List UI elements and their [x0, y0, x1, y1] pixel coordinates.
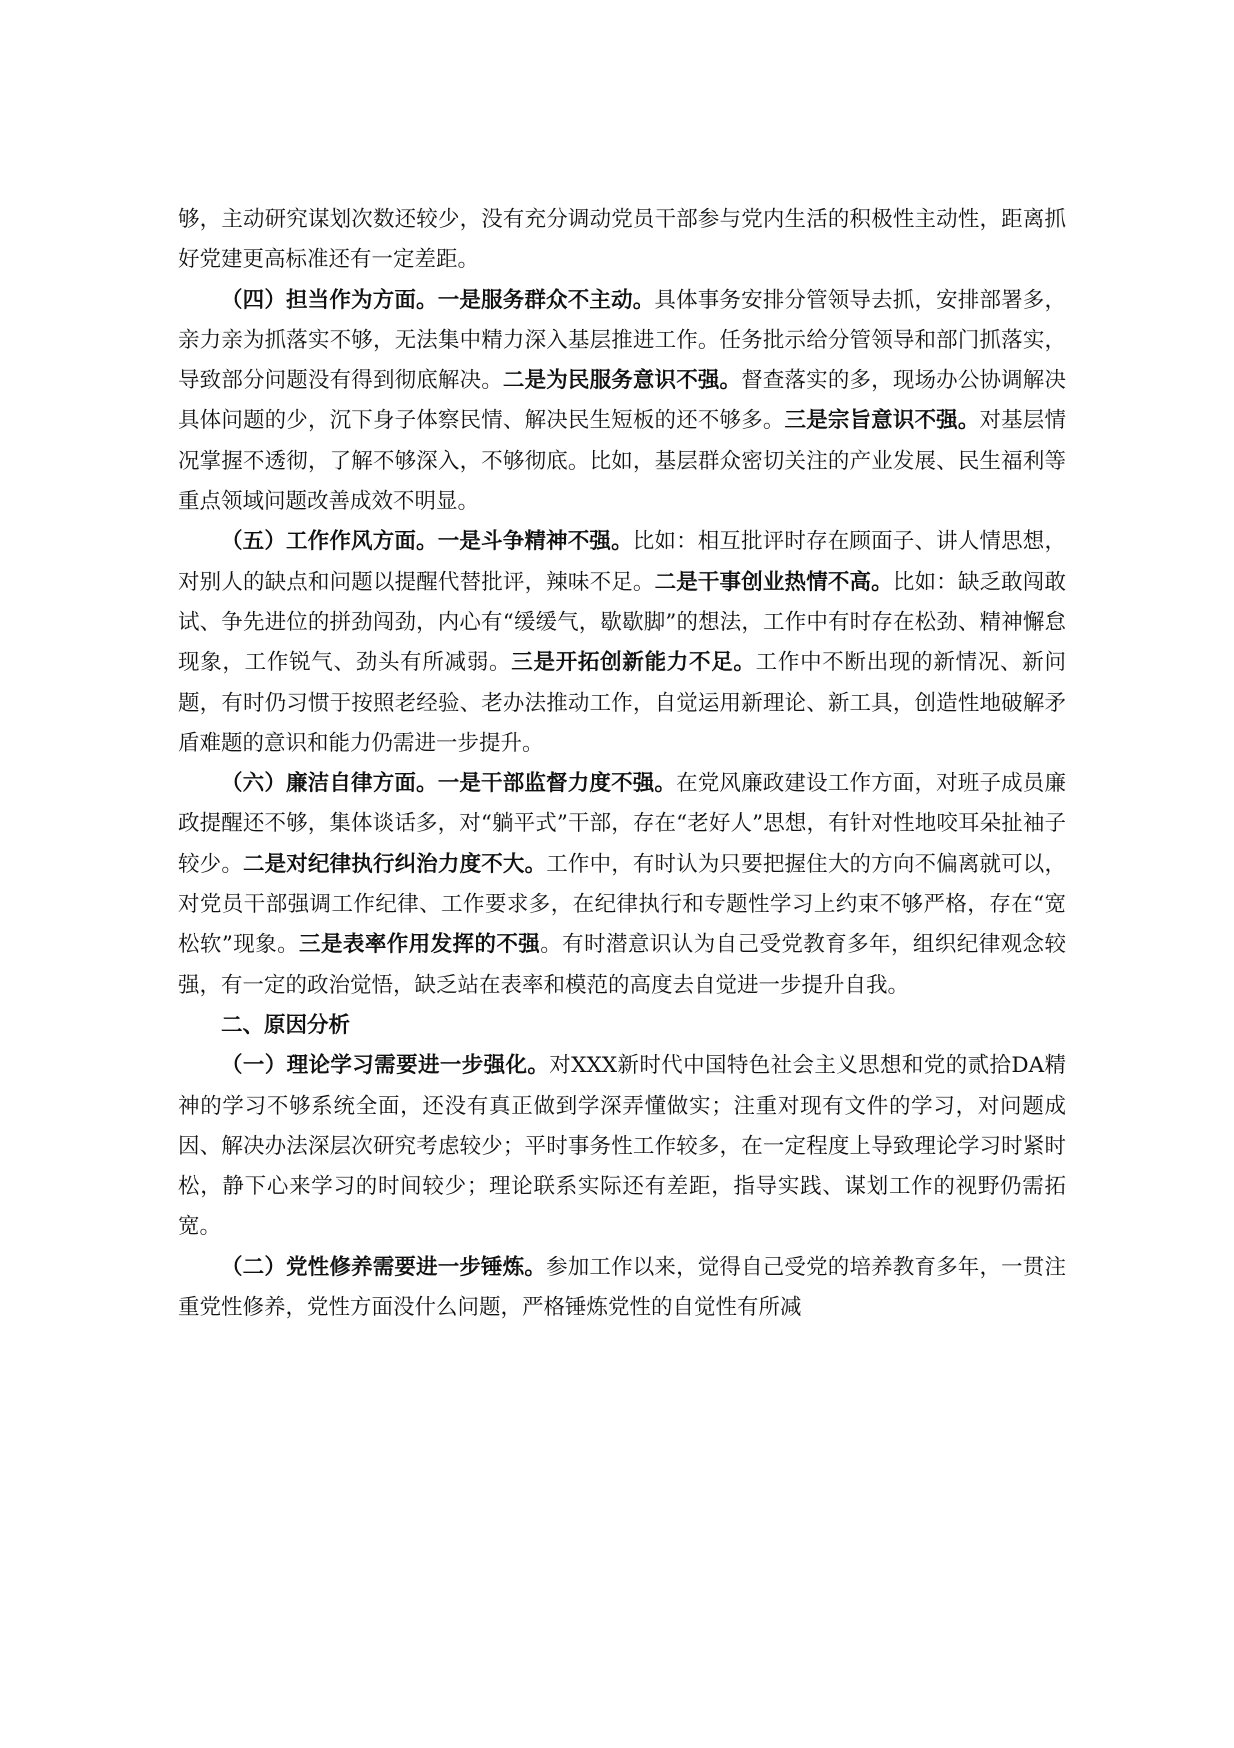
- paragraph-text: 够，主动研究谋划次数还较少，没有充分调动党员干部参与党内生活的积极性主动性，距离抓好党建更高标准还有一定差距。: [178, 207, 1066, 273]
- point-heading: 三是宗旨意识不强。: [784, 408, 980, 434]
- paragraph-theory-study: [178, 1046, 1066, 1247]
- paragraph-text: 对基层情况掌握不透彻，了解不够深入，不够彻底。比如，基层群众密切关注的产业发展、民生福利等重点领域问题改善成效不明显。: [178, 408, 1066, 515]
- paragraph-text: 具体事务安排分管领导去抓，安排部署多，亲力亲为抓落实不够，无法集中精力深入基层推进工作。任务批示给分管领导和部门抓落实，导致部分问题没有得到彻底解决。: [178, 287, 1066, 394]
- point-heading: （二）党性修养需要进一步锤炼。: [221, 1254, 547, 1280]
- section-heading: （四）担当作为方面。: [221, 287, 438, 313]
- paragraph-responsibility: [178, 281, 1066, 523]
- paragraph-party-spirit: [178, 1248, 1066, 1329]
- paragraph-text: 参加工作以来，觉得自己受党的培养教育多年，一贯注重党性修养，党性方面没什么问题，严格锤炼党性的自觉性有所减: [178, 1254, 1066, 1321]
- point-heading: 一是干部监督力度不强。: [437, 771, 677, 797]
- point-heading: 三是表率作用发挥的不强: [299, 932, 541, 958]
- paragraph-continuation: [178, 200, 1066, 281]
- paragraph-integrity: [178, 764, 1066, 1006]
- point-heading: 二是为民服务意识不强。: [502, 368, 742, 394]
- paragraph-text: 督查落实的多，现场办公协调解决具体问题的少，沉下身子体察民情、解决民生短板的还不够多。: [178, 368, 1066, 434]
- paragraph-text: 。有时潜意识认为自己受党教育多年，组织纪律观念较强，有一定的政治觉悟，缺乏站在表率和模范的高度去自觉进一步提升自我。: [178, 932, 1066, 998]
- paragraph-text: 工作中，有时认为只要把握住大的方向不偏离就可以，对党员干部强调工作纪律、工作要求多，在纪律执行和专题性学习上约束不够严格，存在“宽松软”现象。: [178, 851, 1066, 958]
- paragraph-text: 比如：相互批评时存在顾面子、讲人情思想，对别人的缺点和问题以提醒代替批评，辣味不足。: [178, 529, 1066, 595]
- point-heading: 三是开拓创新能力不足。: [511, 650, 756, 676]
- paragraph-text: 工作中不断出现的新情况、新问题，有时仍习惯于按照老经验、老办法推动工作，自觉运用新理论、新工具，创造性地破解矛盾难题的意识和能力仍需进一步提升。: [178, 650, 1066, 756]
- point-heading: 二是对纪律执行纠治力度不大。: [242, 851, 547, 877]
- point-heading: 二是干事创业热情不高。: [654, 569, 893, 595]
- point-heading: （一）理论学习需要进一步强化。: [221, 1053, 550, 1079]
- section-heading: （六）廉洁自律方面。: [221, 771, 438, 797]
- document-body: [178, 200, 1066, 1328]
- point-heading: 一是服务群众不主动。: [437, 287, 655, 313]
- paragraph-text: 对XXX新时代中国特色社会主义思想和党的贰拾DA精神的学习不够系统全面，还没有真正做到学深弄懂做实；注重对现有文件的学习，对问题成因、解决办法深层次研究考虑较少；平时事务性工作较多，在一定程度上导致理论学习时紧时松，静下心来学习的时间较少；理论联系实际还有差距，指导实践、谋划工作的视野仍需拓宽。: [178, 1053, 1066, 1240]
- section-heading: （五）工作作风方面。: [221, 529, 438, 555]
- point-heading: 一是斗争精神不强。: [437, 529, 633, 555]
- paragraph-text: 比如：缺乏敢闯敢试、争先进位的拼劲闯劲，内心有“缓缓气，歇歇脚”的想法，工作中有时存在松劲、精神懈怠现象，工作锐气、劲头有所减弱。: [178, 569, 1066, 676]
- section-title-cause-analysis: [178, 1006, 1066, 1046]
- paragraph-work-style: [178, 522, 1066, 764]
- paragraph-text: 在党风廉政建设工作方面，对班子成员廉政提醒还不够，集体谈话多，对“躺平式”干部，存在“老好人”思想，有针对性地咬耳朵扯袖子较少。: [178, 771, 1066, 877]
- section-title-text: 二、原因分析: [221, 1012, 351, 1038]
